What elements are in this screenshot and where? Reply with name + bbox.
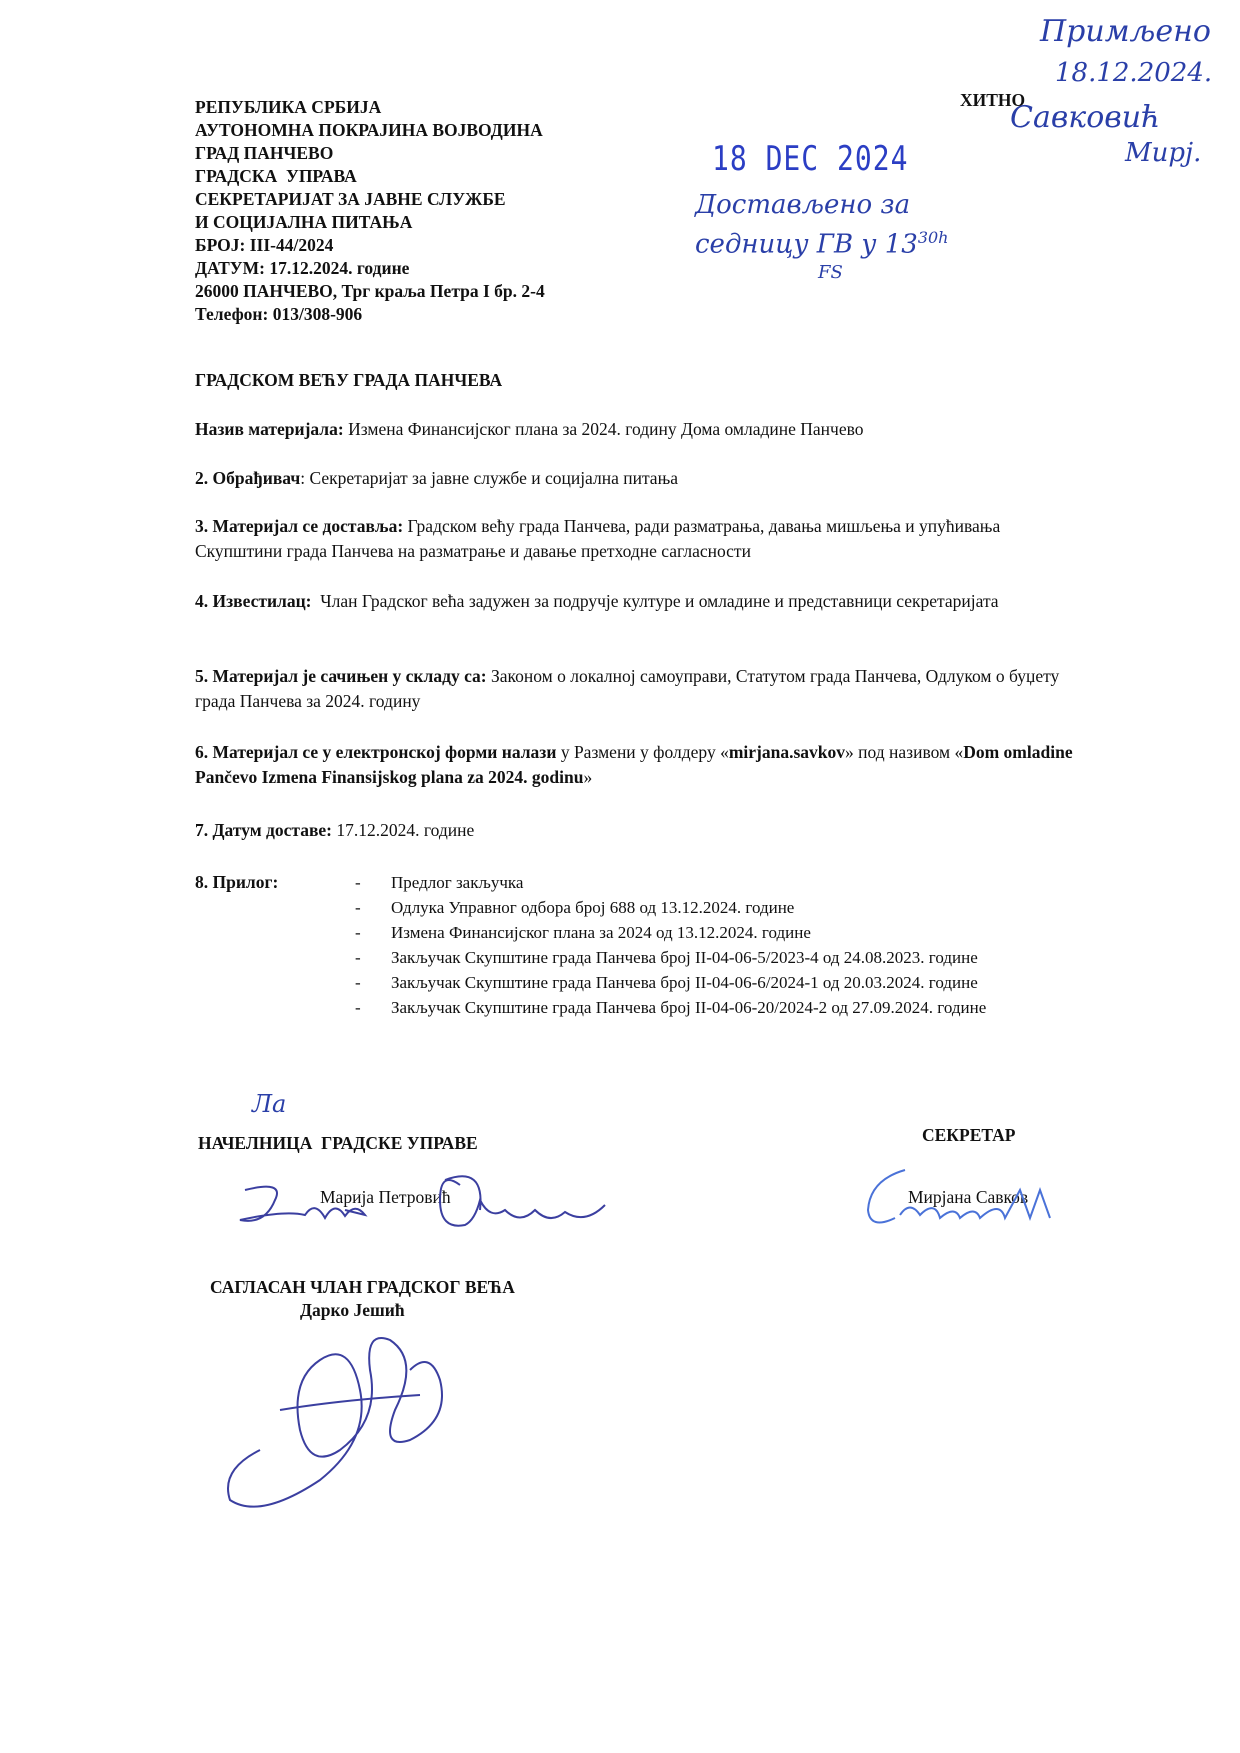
section-processor <box>195 466 1075 491</box>
received-signature: Савковић <box>1010 100 1161 135</box>
head-signature <box>225 1170 635 1240</box>
council-signature <box>220 1320 480 1520</box>
address: 26000 ПАНЧЕВО, Трг краља Петра I бр. 2-4 <box>195 281 545 301</box>
section-text: Законом о локалној самоуправи, Статутом града Панчева, Одлуком о буџету града Панчева за 2024. годину <box>195 666 1060 711</box>
section-label: 3. Материјал се доставља: <box>195 516 404 536</box>
addressee: ГРАДСКОМ ВЕЋУ ГРАДА ПАНЧЕВА <box>195 370 503 390</box>
bullet-dash: - <box>355 973 361 992</box>
section-electronic-form <box>195 740 1075 790</box>
section-text: Измена Финансијског плана за 2024. годину Дома омладине Панчево <box>343 419 864 439</box>
attachment-item <box>355 995 1115 1020</box>
section-label: 6. Материјал се у електронској форми налази <box>195 742 557 762</box>
section-label: 4. Известилац: <box>195 591 312 611</box>
received-stamp: 18 DEC 2024 <box>712 138 909 179</box>
phone: Телефон: 013/308-906 <box>195 304 363 324</box>
delivered-note-text: седницу ГВ у 13 <box>695 229 918 260</box>
bullet-dash: - <box>355 898 361 917</box>
delivered-time-sup: 30h <box>917 228 949 247</box>
attachments-list <box>355 870 1115 1020</box>
delivered-initials: FS <box>818 262 843 283</box>
attachment-text: Одлука Управног одбора број 688 од 13.12.2024. године <box>391 898 795 917</box>
document-date: ДАТУМ: 17.12.2024. године <box>195 258 410 278</box>
attachment-text: Измена Финансијског плана за 2024 од 13.12.2024. године <box>391 923 811 942</box>
attachment-text: Закључак Скупштине града Панчева број II-04-06-6/2024-1 од 20.03.2024. године <box>391 973 978 992</box>
section-label: 2. Обрађивач <box>195 468 301 488</box>
file-name: Dom omladine Pančevo Izmena Finansijskog plana za 2024. godinu <box>195 742 1073 787</box>
section-text: » <box>583 767 593 787</box>
attachments-label: 8. Прилог: <box>195 872 279 892</box>
section-reporter <box>195 589 1075 614</box>
attachment-text: Закључак Скупштине града Панчева број II-04-06-20/2024-2 од 27.09.2024. године <box>391 998 987 1017</box>
received-date: 18.12.2024. <box>1055 58 1213 88</box>
header-line: РЕПУБЛИКА СРБИЈА <box>195 97 382 117</box>
section-label: Назив материјала: <box>195 419 344 439</box>
section-material-name <box>195 417 1075 442</box>
attachment-text: Предлог закључка <box>391 873 524 892</box>
section-legal-basis <box>195 664 1075 714</box>
header-line: ГРАДСКА УПРАВА <box>195 166 357 186</box>
section-text: у Размени у фолдеру « <box>556 742 729 762</box>
document-number: БРОЈ: III-44/2024 <box>195 235 334 255</box>
initials-annotation: Ла <box>252 1090 287 1118</box>
attachment-item <box>355 870 1115 895</box>
head-title: НАЧЕЛНИЦА ГРАДСКЕ УПРАВЕ <box>198 1133 478 1153</box>
secretary-title: СЕКРЕТАР <box>922 1125 1016 1145</box>
delivered-note-line1: Достављено за <box>695 190 911 220</box>
header-line: АУТОНОМНА ПОКРАЈИНА ВОЈВОДИНА <box>195 120 543 140</box>
received-note: Примљено <box>1040 14 1211 49</box>
section-text: » под називом « <box>845 742 964 762</box>
header-line: И СОЦИЈАЛНА ПИТАЊА <box>195 212 413 232</box>
bullet-dash: - <box>355 948 361 967</box>
section-label: 5. Материјал је сачињен у складу са: <box>195 666 487 686</box>
bullet-dash: - <box>355 873 361 892</box>
attachment-text: Закључак Скупштине града Панчева број II-04-06-5/2023-4 од 24.08.2023. године <box>391 948 978 967</box>
section-text: Члан Градског већа задужен за подручје културе и омладине и представници секретаријата <box>311 591 999 611</box>
section-label: 7. Датум доставе: <box>195 820 332 840</box>
council-title: САГЛАСАН ЧЛАН ГРАДСКОГ ВЕЋА <box>210 1277 515 1297</box>
bullet-dash: - <box>355 923 361 942</box>
header-line: ГРАД ПАНЧЕВО <box>195 143 334 163</box>
received-signature-2: Мирј. <box>1125 138 1202 168</box>
secretary-name: Мирјана Савков <box>908 1187 1029 1207</box>
issuer-header <box>195 96 545 326</box>
section-delivery-date <box>195 818 1075 843</box>
attachment-item <box>355 970 1115 995</box>
section-delivered-to <box>195 514 1075 564</box>
folder-name: mirjana.savkov <box>728 742 846 762</box>
attachment-item <box>355 920 1115 945</box>
secretary-signature <box>860 1160 1100 1235</box>
section-text: : Секретаријат за јавне службе и социјална питања <box>300 468 678 488</box>
bullet-dash: - <box>355 998 361 1017</box>
council-name: Дарко Јешић <box>300 1300 405 1320</box>
delivered-note-line2 <box>695 228 948 260</box>
section-text: 17.12.2024. године <box>332 820 475 840</box>
section-text: Градском већу града Панчева, ради разматрања, давања мишљења и упућивања Скупштини града Панчева на разматрање и давање претходне сагласности <box>195 516 1001 561</box>
header-line: СЕКРЕТАРИЈАТ ЗА ЈАВНЕ СЛУЖБЕ <box>195 189 506 209</box>
head-name: Марија Петровић <box>320 1187 451 1207</box>
attachment-item <box>355 895 1115 920</box>
urgent-label: ХИТНО <box>960 90 1026 110</box>
attachment-item <box>355 945 1115 970</box>
